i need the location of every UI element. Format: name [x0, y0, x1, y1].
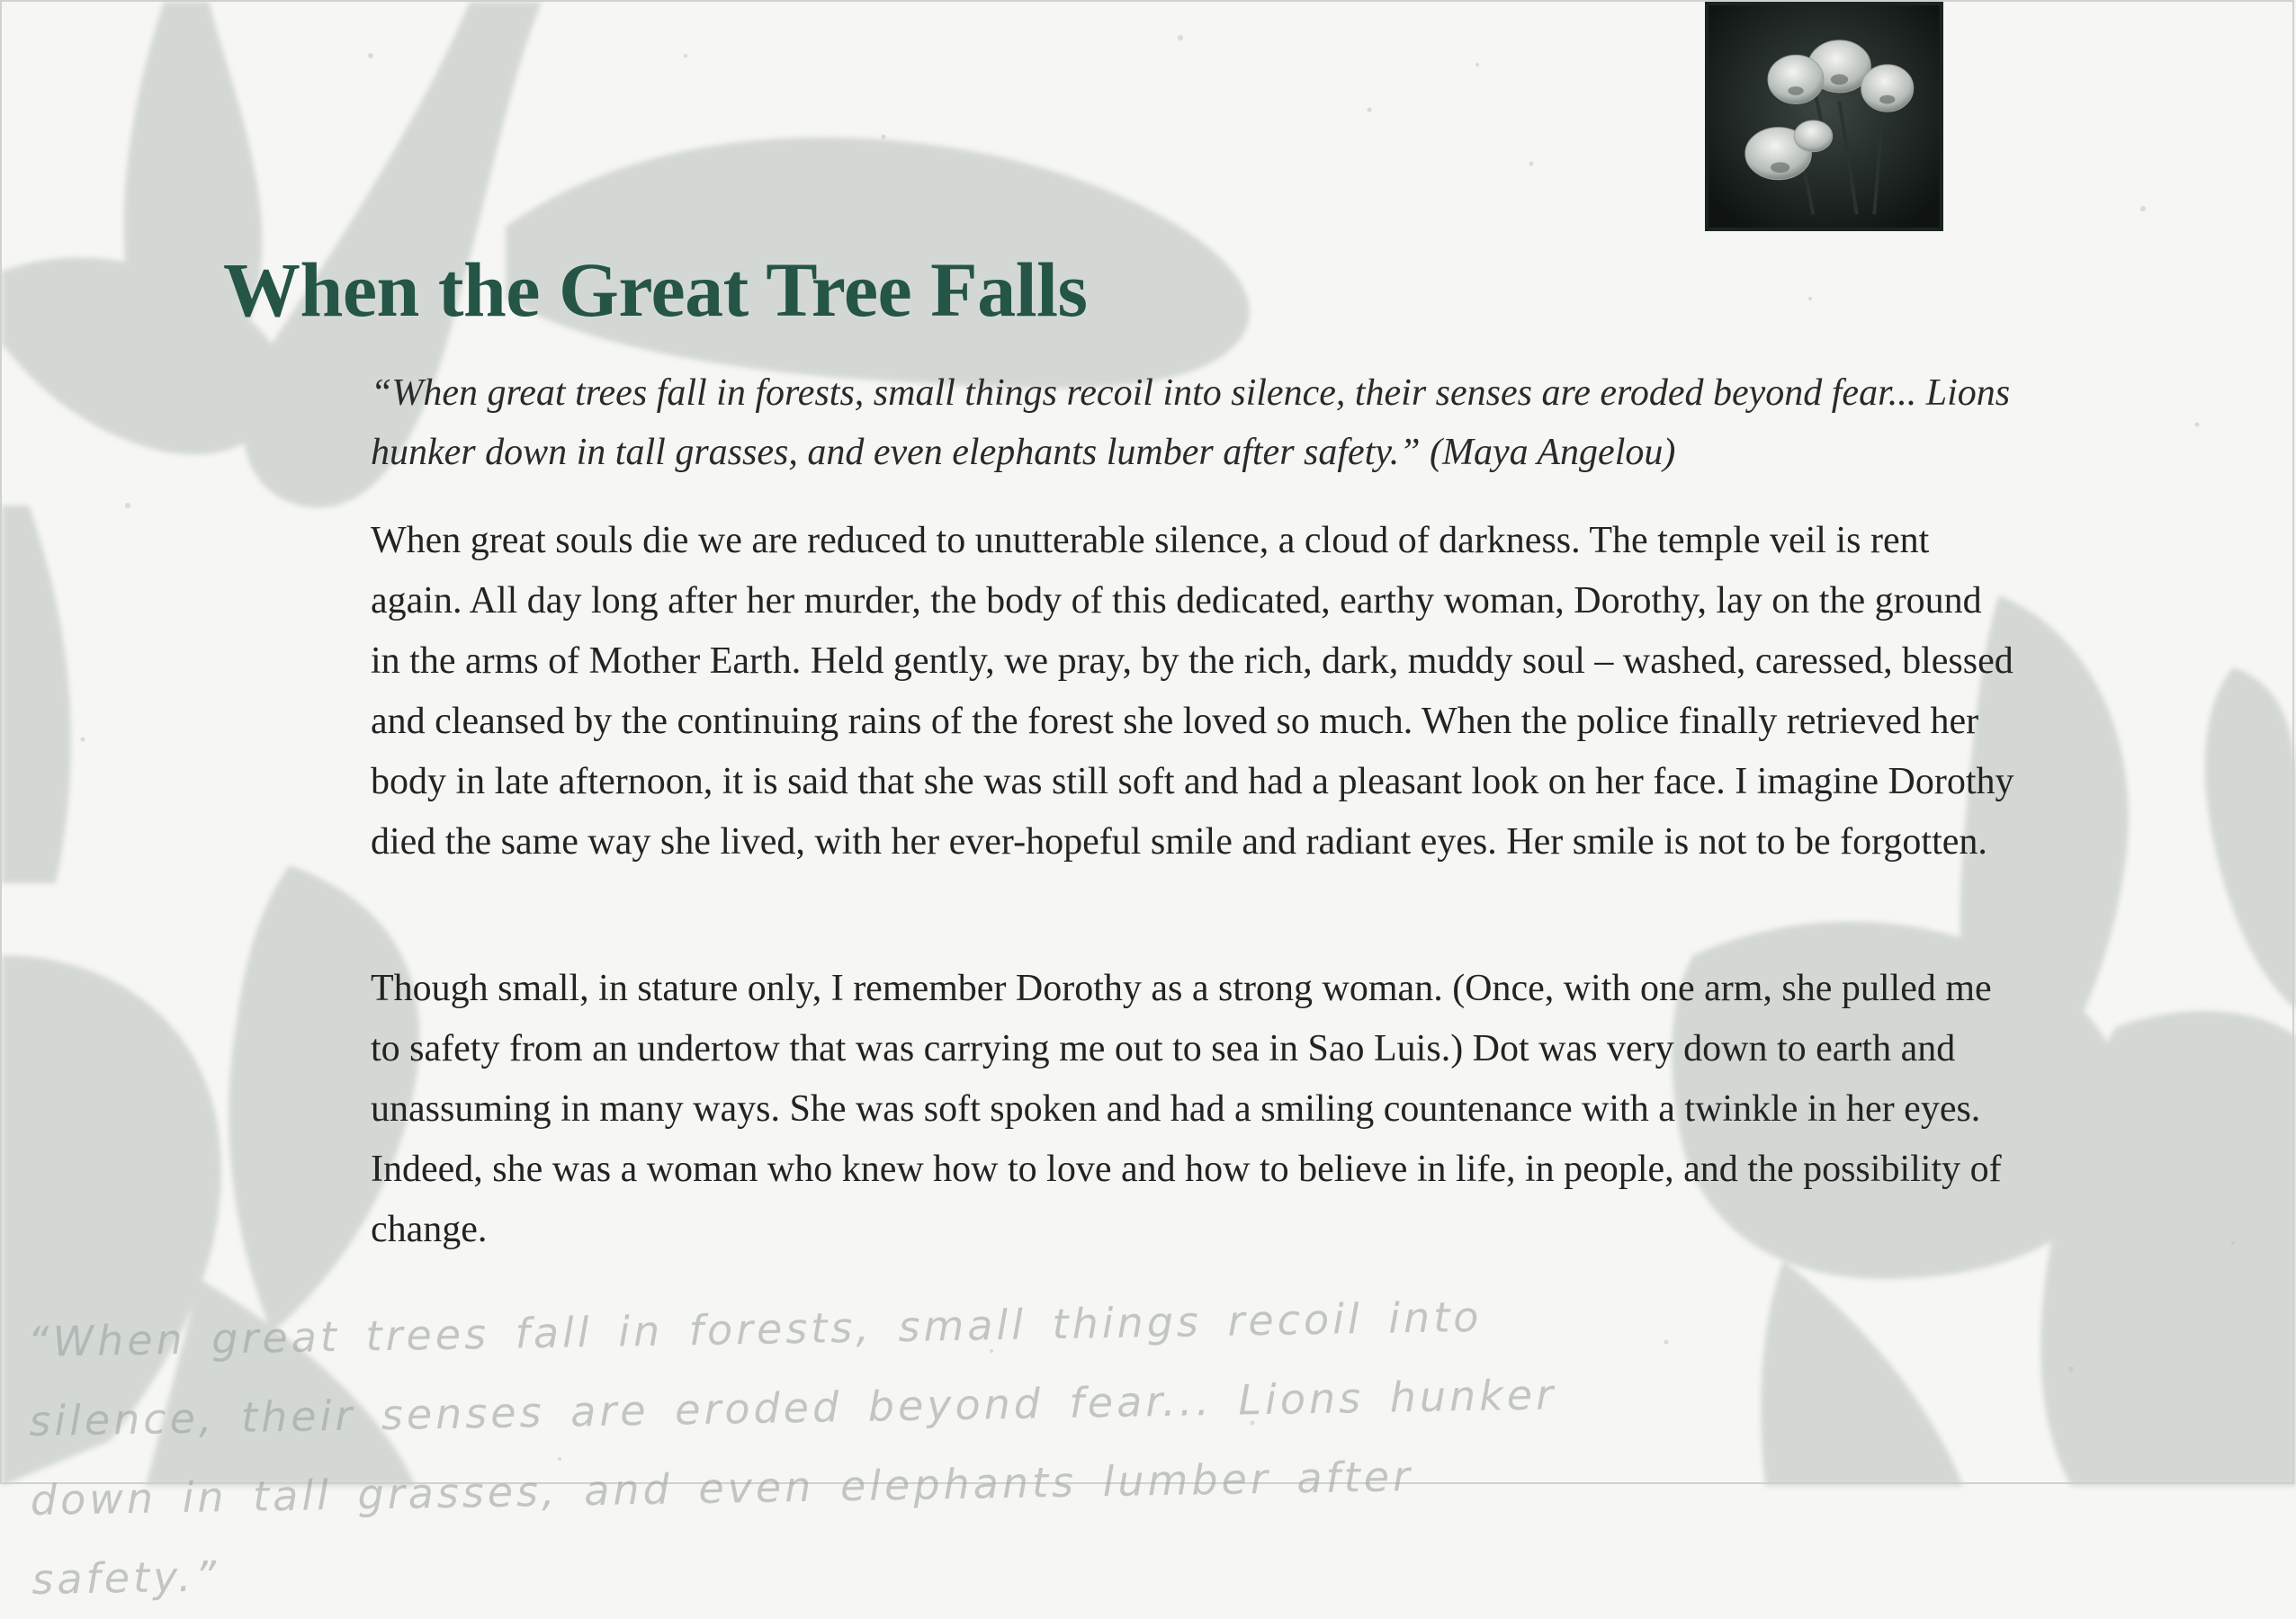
epigraph-quote: “When great trees fall in forests, small things recoil into silence, their senses are eroded beyond fear... Lions hunker down in tall grasses, and even elephants lumber after safety.” (Maya Angelou)	[371, 372, 2011, 473]
body-paragraph-1: When great souls die we are reduced to unutterable silence, a cloud of darkness. The temple veil is rent again. All day long after her murder, the body of this dedicated, earthy woman, Dorothy, lay on the ground in the arms of Mother Earth. Held gently, we pray, by the rich, dark, muddy soul – washed, caressed, blessed and cleansed by the continuing rains of the forest she loved so much. When the police finally retrieved her body in late afternoon, it is said that she was still soft and had a pleasant look on her face. I imagine Dorothy died the same way she lived, with her ever-hopeful smile and radiant eyes. Her smile is not to be forgotten.	[371, 520, 2014, 863]
handwritten-quote-watermark: “When great trees fall in forests, small things recoil into silence, their senses are eroded beyond fear... Lions hunker down in tall grasses, and even elephants lumber after safety.”	[27, 1292, 1557, 1604]
white-flowers-photo	[1705, 2, 1943, 231]
page-title: When the Great Tree Falls	[223, 246, 1088, 333]
body-paragraph-2: Though small, in stature only, I remember Dorothy as a strong woman. (Once, with one arm, she pulled me to safety from an undertow that was carrying me out to sea in Sao Luis.) Dot was very down to earth and unassuming in many ways. She was soft spoken and had a smiling countenance with a twinkle in her eyes. Indeed, she was a woman who knew how to love and how to believe in life, in people, and the possibility of change.	[371, 968, 2002, 1250]
